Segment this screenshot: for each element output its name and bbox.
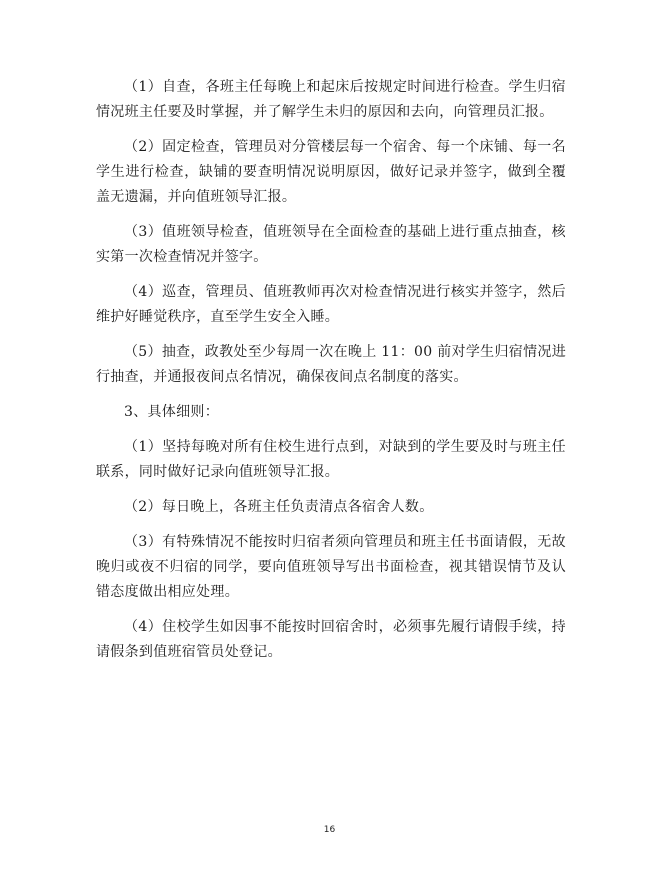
- page-number: 16: [323, 825, 336, 835]
- paragraph-rule-4: （4）住校学生如因事不能按时回宿舍时，必须事先履行请假手续，持请假条到值班宿管员处登记。: [96, 619, 566, 660]
- paragraph-spot-check: （5）抽查，政教处至少每周一次在晚上 11：00 前对学生归宿情况进行抽查，并通报夜间点名情况，确保夜间点名制度的落实。: [96, 344, 566, 385]
- paragraph-rule-2: （2）每日晚上，各班主任负责清点各宿舍人数。: [124, 499, 434, 515]
- paragraph-rule-3: （3）有特殊情况不能按时归宿者须向管理员和班主任书面请假，无故晚归或夜不归宿的同学，要向值班领导写出书面检查，视其错误情节及认错态度做出相应处理。: [96, 534, 566, 600]
- paragraph-leader-check: （3）值班领导检查，值班领导在全面检查的基础上进行重点抽查，核实第一次检查情况并签字。: [96, 224, 566, 265]
- paragraph-rule-1: （1）坚持每晚对所有住校生进行点到，对缺到的学生要及时与班主任联系，同时做好记录向值班领导汇报。: [96, 439, 566, 480]
- paragraph-fixed-check: （2）固定检查，管理员对分管楼层每一个宿舍、每一个床铺、每一名学生进行检查，缺铺的要查明情况说明原因，做好记录并签字，做到全覆盖无遗漏，并向值班领导汇报。: [96, 139, 566, 205]
- section-heading-detailed-rules: 3、具体细则：: [124, 404, 220, 420]
- paragraph-patrol: （4）巡查，管理员、值班教师再次对检查情况进行核实并签字，然后维护好睡觉秩序，直至学生安全入睡。: [96, 284, 566, 325]
- paragraph-self-check: （1）自查，各班主任每晚上和起床后按规定时间进行检查。学生归宿情况班主任要及时掌握，并了解学生未归的原因和去向，向管理员汇报。: [96, 79, 566, 120]
- document-body: [96, 75, 566, 675]
